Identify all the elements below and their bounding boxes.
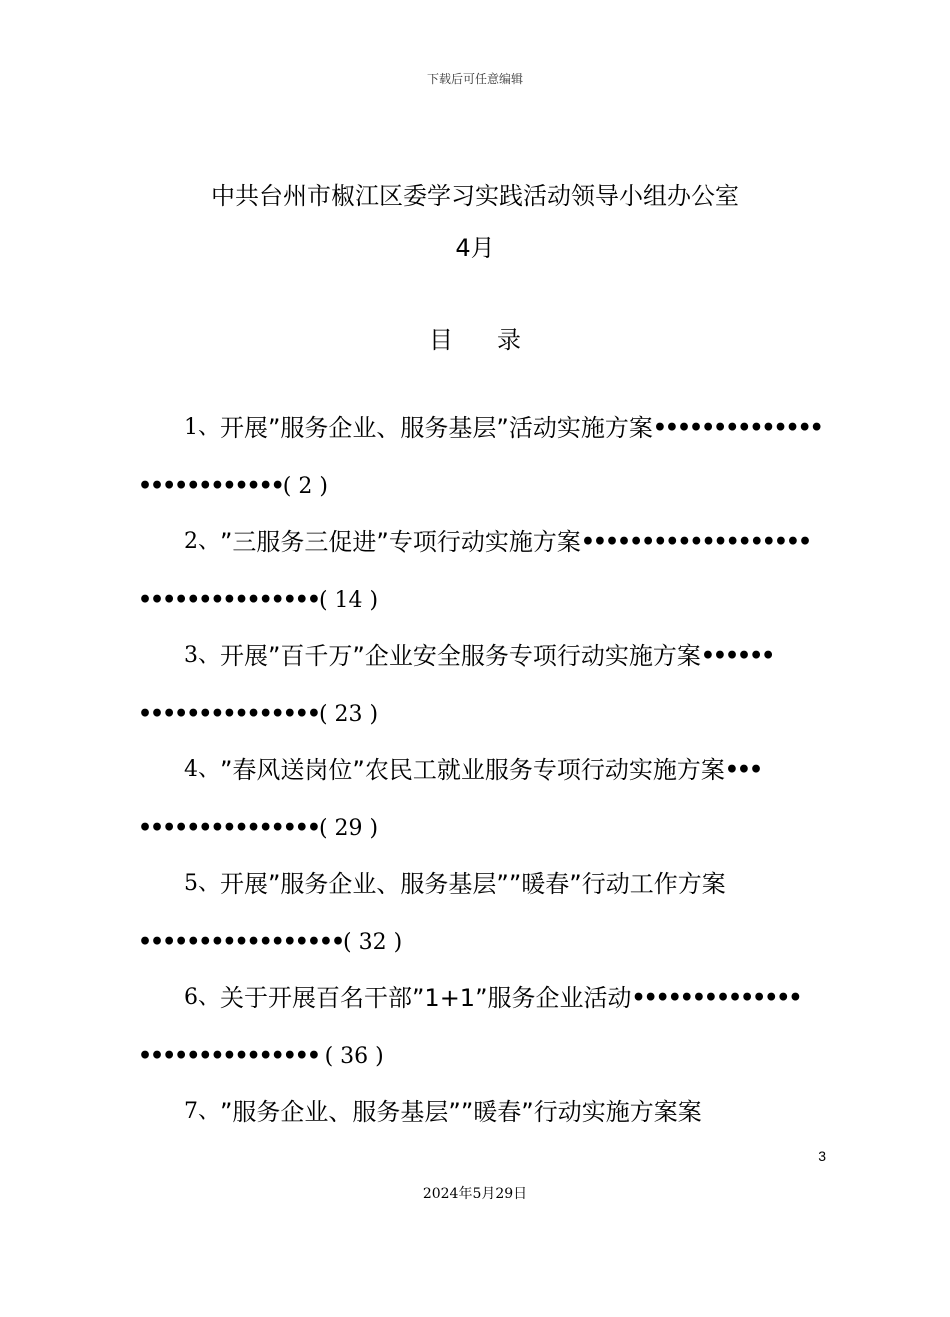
toc-entry-number: 2、 [184, 529, 220, 554]
toc-entry-title: ”春风送岗位”农民工就业服务专项行动实施方案 [220, 756, 725, 784]
toc-entry-page: ( 32 ) [343, 930, 403, 955]
document-title: 中共台州市椒江区委学习实践活动领导小组办公室 [211, 182, 739, 210]
document-month: 4月 [455, 234, 495, 262]
toc-entry-number: 6、 [184, 985, 220, 1010]
toc-leader-dots: ••••••••••••••• [138, 701, 319, 727]
toc-heading-right: 录 [497, 326, 521, 354]
toc-leader-dots: •••••••••••• [138, 473, 283, 499]
toc-entry[interactable] [138, 858, 826, 972]
toc-leader-dots: •••••••••••••• [652, 415, 822, 441]
toc-entry[interactable] [138, 972, 826, 1086]
toc-entry[interactable] [138, 402, 826, 516]
footer-date: 2024年5月29日 [422, 1186, 528, 1202]
toc-entry-page: ( 23 ) [318, 702, 379, 727]
toc-entry[interactable] [138, 1086, 826, 1146]
toc-leader-dots [726, 864, 826, 904]
toc-entry-page: ( 36 ) [324, 1044, 384, 1069]
toc-entry[interactable] [138, 516, 826, 630]
toc-leader-dots: •••••• [700, 643, 774, 669]
toc-leader-dots: ••• [724, 757, 762, 783]
table-of-contents [138, 402, 826, 1146]
toc-entry-title: ”服务企业、服务基层””暖春”行动实施方案案 [220, 1098, 702, 1126]
toc-entry-number: 7、 [184, 1099, 220, 1124]
toc-entry-title: 开展”百千万”企业安全服务专项行动实施方案 [220, 642, 701, 670]
toc-entry-page: ( 2 ) [282, 474, 328, 499]
toc-entry-title: 开展”服务企业、服务基层”活动实施方案 [220, 414, 653, 442]
toc-entry-number: 4、 [184, 757, 220, 782]
toc-entry-title: ”三服务三促进”专项行动实施方案 [220, 528, 581, 556]
toc-entry-page: ( 29 ) [318, 816, 379, 841]
header-note: 下载后可任意编辑 [426, 72, 523, 86]
toc-leader-dots: ••••••••••••••••• [138, 929, 344, 955]
toc-leader-dots: ••••••••••••••• [138, 587, 319, 613]
toc-entry-title: 关于开展百名干部”1+1”服务企业活动 [220, 984, 632, 1012]
toc-entry[interactable] [138, 630, 826, 744]
toc-entry[interactable] [138, 744, 826, 858]
toc-leader-dots: ••••••••••••••• [138, 1043, 325, 1069]
toc-entry-title: 开展”服务企业、服务基层””暖春”行动工作方案 [220, 870, 726, 898]
toc-entry-number: 1、 [184, 415, 220, 440]
toc-leader-dots: ••••••••••••••••••• [580, 529, 811, 555]
toc-leader-dots: ••••••••••••••• [138, 815, 319, 841]
toc-entry-number: 3、 [184, 643, 220, 668]
toc-heading [0, 320, 950, 355]
toc-entry-page: ( 14 ) [318, 588, 379, 613]
page-number: 3 [818, 1148, 826, 1164]
toc-heading-left: 目 [429, 326, 453, 354]
toc-entry-number: 5、 [184, 871, 220, 896]
toc-leader-dots: •••••••••••••• [631, 985, 801, 1011]
